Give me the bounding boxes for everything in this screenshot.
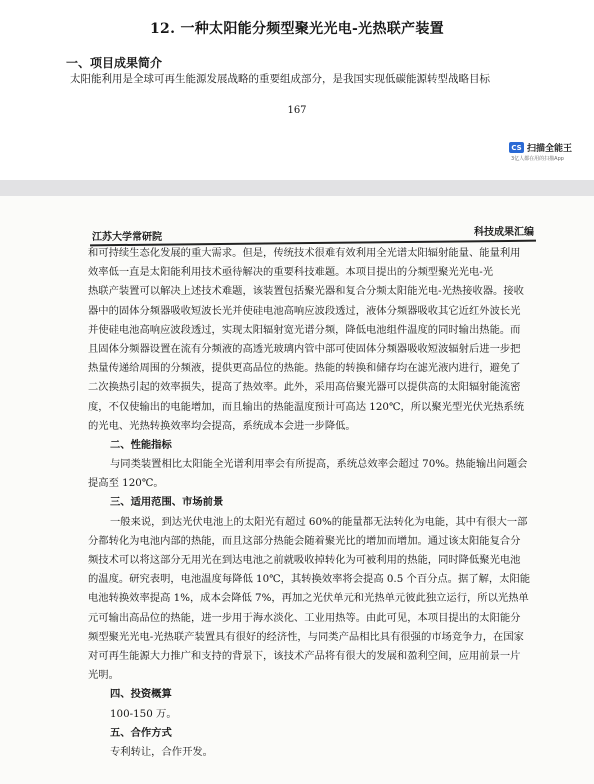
body-line: 频技术可以将这部分无用光在到达电池之前就吸收掉转化为可被利用的热能，同时降低聚光电池 [88, 554, 521, 566]
body-line: 提高至 120℃。 [88, 477, 164, 490]
body-line: 二次换热引起的效率损失，提高了热效率。此外，采用高倍聚光器可以提供高的太阳辐射能流密 [88, 381, 521, 394]
body-line: 和可持续生态化发展的重大需求。但是，传统技术很难有效利用全光谱太阳辐射能量、能量利用 [88, 247, 521, 259]
body-line: 分都转化为电池内部的热能，而且这部分热能会随着聚光比的增加而增加。通过该太阳能复合分 [88, 534, 521, 547]
body-line: 热量传递给周围的分频液，提供更高品位的热能。热能的转换和储存均在滤光液内进行，避免了 [88, 362, 521, 375]
page-bottom [0, 196, 594, 784]
body-line: 与同类装置相比太阳能全光谱利用率会有所提高，系统总效率会超过 70%。热能输出问题会 [110, 458, 528, 471]
section-heading-market: 三、适用范围、市场前景 [110, 496, 224, 509]
body-line: 度，不仅使输出的电能增加，而且输出的热能温度预计可高达 120℃，所以聚光型光伏光热系统 [88, 400, 525, 413]
body-line: 对可再生能源大力推广和支持的背景下，该技术产品将有很大的发展和盈利空间，应用前景一片 [88, 649, 521, 662]
body-line: 的温度。研究表明，电池温度每降低 10℃，其转换效率将会提高 0.5 个百分点。据了解，太阳能 [88, 573, 531, 586]
running-header-title: 科技成果汇编 [474, 227, 534, 238]
section-heading-performance: 二、性能指标 [110, 438, 172, 451]
body-line: 的光电、光热转换效率均会提高，系统成本会进一步降低。 [88, 419, 356, 432]
body-line: 电池转换效率提高 1%，成本会降低 7%，再加之光伏单元和光热单元彼此独立运行，所以光热单 [88, 592, 529, 605]
camscanner-tagline: 3亿人都在用的扫描App [511, 156, 564, 162]
body-line: 光明。 [88, 669, 119, 682]
camscanner-logo-icon: CS [509, 142, 524, 153]
running-header-institution: 江苏大学常研院 [92, 232, 162, 243]
cooperation-value: 专利转让，合作开发。 [110, 745, 213, 758]
body-line: 频型聚光光电-光热联产装置具有很好的经济性，与同类产品相比具有很强的市场竞争力，在国家 [88, 630, 524, 643]
page-separator [0, 180, 594, 196]
body-line: 元可输出高品位的热能，进一步用于海水淡化、工业用热等。由此可见，本项目提出的太阳能分 [88, 611, 521, 624]
body-line: 效率低一直是太阳能利用技术亟待解决的重要科技难题。本项目提出的分频型聚光光电-光 [88, 266, 494, 279]
camscanner-watermark [509, 141, 572, 154]
body-line: 并使硅电池高响应波段透过，实现太阳辐射宽光谱分频，降低电池组件温度的同时输出热能。而 [88, 323, 521, 336]
page-number: 167 [287, 105, 307, 116]
page-top [0, 0, 594, 180]
intro-paragraph: 太阳能利用是全球可再生能源发展战略的重要组成部分，是我国实现低碳能源转型战略目标 [70, 73, 490, 85]
body-line: 器中的固体分频器吸收短波长光并使硅电池高响应波段透过，液体分频器吸收其它近红外波长光 [88, 304, 521, 317]
body-line: 热联产装置可以解决上述技术难题，该装置包括聚光器和复合分频太阳能光电-光热接收器。接收 [88, 285, 524, 298]
document-title: 12. 一种太阳能分频型聚光光电-光热联产装置 [150, 21, 444, 37]
section-heading-summary: 一、项目成果简介 [66, 56, 163, 70]
camscanner-name: 扫描全能王 [527, 144, 573, 154]
body-line: 且固体分频器设置在流有分频液的高透光玻璃内管中部可使固体分频器吸收短波辐射后进一步把 [88, 342, 521, 355]
section-heading-investment: 四、投资概算 [110, 688, 172, 701]
investment-value: 100-150 万。 [110, 707, 177, 720]
body-line: 一般来说，到达光伏电池上的太阳光有超过 60%的能量都无法转化为电能，其中有很大一部 [110, 515, 528, 528]
body-text [88, 244, 534, 762]
section-heading-cooperation: 五、合作方式 [110, 726, 172, 739]
